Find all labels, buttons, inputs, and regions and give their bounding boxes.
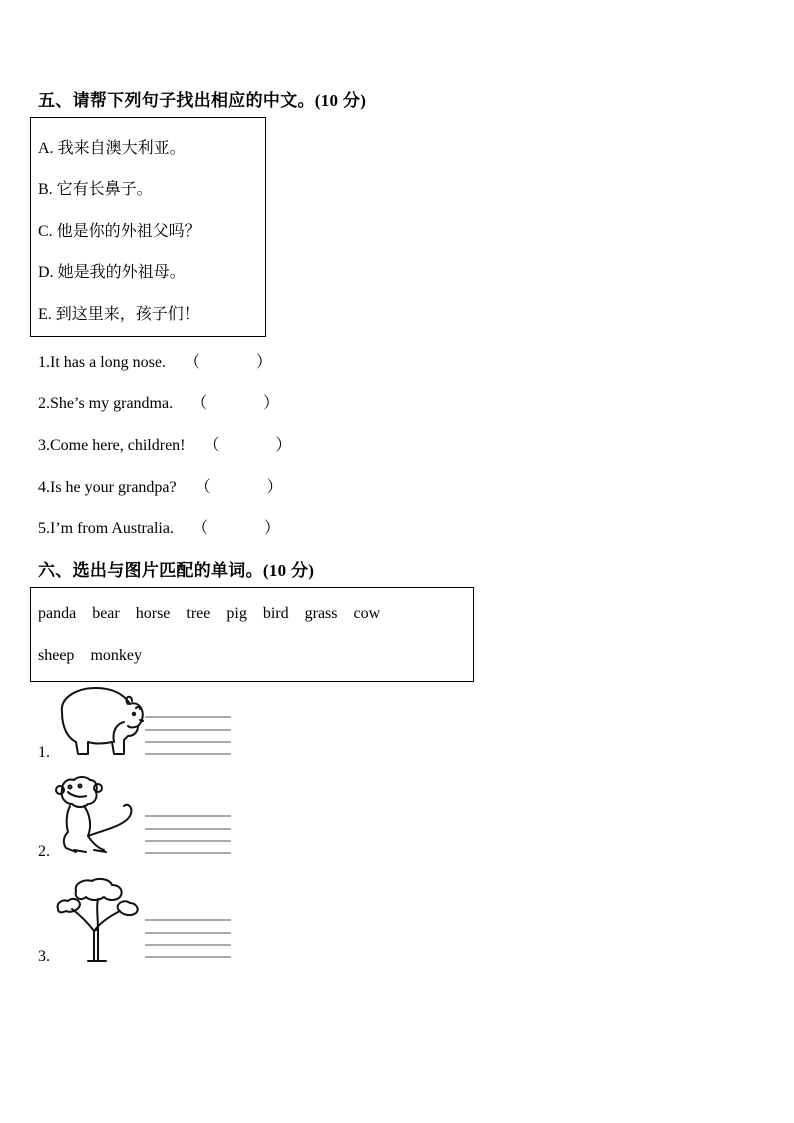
question-text: Come here, children! xyxy=(50,437,186,454)
word-bank-item: monkey xyxy=(90,647,142,664)
answer-paren-close: ） xyxy=(266,479,283,496)
word-bank-box xyxy=(30,587,474,682)
question-number: 5. xyxy=(38,520,50,537)
answer-paren-open: （ xyxy=(203,437,220,454)
answer-paren-open: （ xyxy=(183,354,200,371)
answer-paren-close: ） xyxy=(263,520,280,537)
option-text: 他是你的外祖父吗？ xyxy=(56,223,201,240)
answer-paren-close: ） xyxy=(275,437,292,454)
option-d xyxy=(38,259,186,282)
option-text: 到这里来，孩子们！ xyxy=(55,306,200,323)
option-b xyxy=(38,176,153,199)
option-c xyxy=(38,218,201,241)
option-label: E. xyxy=(38,306,52,323)
writing-lines[interactable] xyxy=(145,915,233,961)
word-bank-item: panda xyxy=(38,605,77,622)
answer-paren-open: （ xyxy=(194,479,211,496)
section6-heading: 六、选出与图片匹配的单词。(10 分) xyxy=(38,561,315,580)
question-1 xyxy=(38,349,272,372)
option-label: A. xyxy=(38,140,54,157)
option-label: B. xyxy=(38,181,53,198)
answer-paren-close: ） xyxy=(263,395,280,412)
writing-lines[interactable] xyxy=(145,712,233,758)
word-bank-item: grass xyxy=(304,605,338,622)
tree-icon xyxy=(54,879,142,963)
item-2-number: 2. xyxy=(38,843,50,860)
question-text: I’m from Australia. xyxy=(50,520,174,537)
question-number: 4. xyxy=(38,479,50,496)
question-5 xyxy=(38,515,280,538)
question-number: 2. xyxy=(38,395,50,412)
question-2 xyxy=(38,390,279,413)
option-text: 我来自澳大利亚。 xyxy=(57,140,186,157)
monkey-icon xyxy=(54,774,144,858)
answer-paren-open: （ xyxy=(191,395,208,412)
question-text: It has a long nose. xyxy=(50,354,166,371)
option-text: 她是我的外祖母。 xyxy=(57,264,186,281)
item-1-number: 1. xyxy=(38,744,50,761)
question-4 xyxy=(38,474,283,497)
word-bank-item: bear xyxy=(92,605,120,622)
writing-lines[interactable] xyxy=(145,811,233,857)
word-bank-row-1 xyxy=(38,605,396,623)
option-text: 它有长鼻子。 xyxy=(56,181,153,198)
word-bank-item: cow xyxy=(353,605,381,622)
option-label: C. xyxy=(38,223,53,240)
bear-icon xyxy=(54,684,146,760)
item-3-number: 3. xyxy=(38,948,50,965)
word-bank-item: sheep xyxy=(38,647,75,664)
word-bank-item: tree xyxy=(186,605,211,622)
word-bank-item: horse xyxy=(135,605,171,622)
question-text: She’s my grandma. xyxy=(50,395,174,412)
option-label: D. xyxy=(38,264,54,281)
question-3 xyxy=(38,432,292,455)
question-number: 3. xyxy=(38,437,50,454)
question-text: Is he your grandpa? xyxy=(50,479,177,496)
answer-paren-close: ） xyxy=(256,354,273,371)
word-bank-item: pig xyxy=(226,605,247,622)
answer-paren-open: （ xyxy=(191,520,208,537)
option-a xyxy=(38,135,186,158)
section5-heading: 五、请帮下列句子找出相应的中文。(10 分) xyxy=(38,91,367,110)
question-number: 1. xyxy=(38,354,50,371)
word-bank-item: bird xyxy=(262,605,289,622)
option-e xyxy=(38,301,200,324)
word-bank-row-2 xyxy=(38,647,158,665)
